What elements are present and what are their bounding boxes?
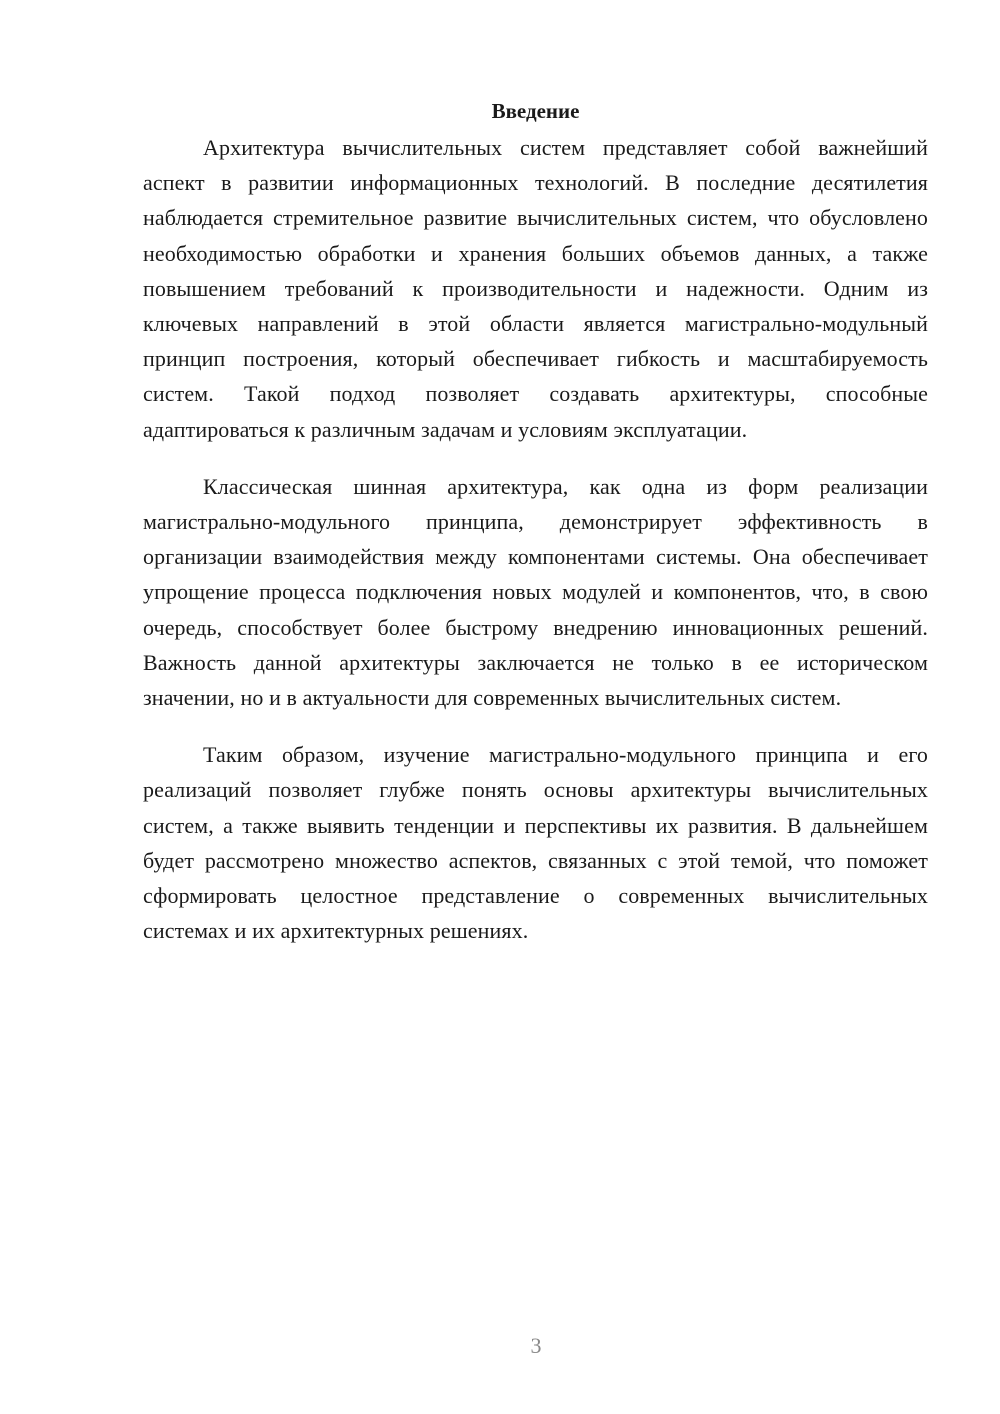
paragraph-3: Таким образом, изучение магистрально-модульного принципа и его реализаций позволяет глубже понять основы архитектуры вычислительных систем, а также выявить тенденции и перспективы их развития. В дальнейшем будет рассмотрено множество аспектов, связанных с этой темой, что поможет сформировать целостное представление о современных вычислительных системах и их архитектурных решениях. xyxy=(143,742,928,944)
paragraph-1: Архитектура вычислительных систем представляет собой важнейший аспект в развитии информационных технологий. В последние десятилетия наблюдается стремительное развитие вычислительных систем, что обусловлено необходимостью обработки и хранения больших объемов данных, а также повышением требований к производительности и надежности. Одним из ключевых направлений в этой области является магистрально-модульный принцип построения, который обеспечивает гибкость и масштабируемость систем. Такой подход позволяет создавать архитектуры, способные адаптироваться к различным задачам и условиям эксплуатации. xyxy=(143,135,928,442)
page-title: Введение xyxy=(491,99,580,123)
document-page xyxy=(143,96,928,970)
page-number: 3 xyxy=(530,1333,542,1358)
paragraph-2: Классическая шинная архитектура, как одна из форм реализации магистрально-модульного принципа, демонстрирует эффективность в организации взаимодействия между компонентами системы. Она обеспечивает упрощение процесса подключения новых модулей и компонентов, что, в свою очередь, способствует более быстрому внедрению инновационных решений. Важность данной архитектуры заключается не только в ее историческом значении, но и в актуальности для современных вычислительных систем. xyxy=(143,473,928,711)
